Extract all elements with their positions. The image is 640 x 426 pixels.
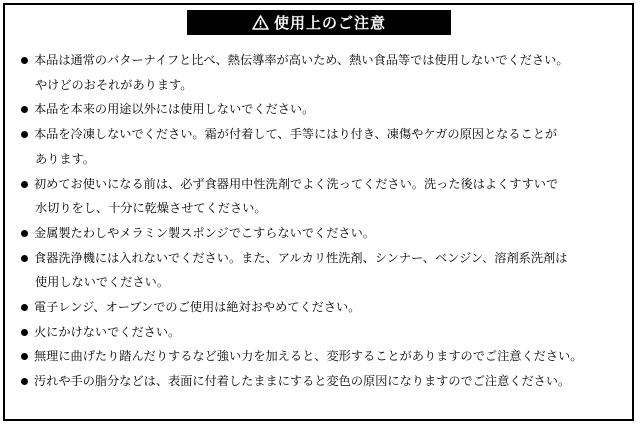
list-item: [20, 295, 624, 320]
caution-list: [20, 48, 624, 394]
list-item: [20, 344, 624, 369]
list-item: [20, 48, 624, 97]
list-item: [20, 320, 624, 345]
item-line: 初めてお使いになる前は、必ず食器用中性洗剤でよく洗ってください。洗った後はよくすすいで: [34, 176, 559, 191]
item-line: 金属製たわしやメラミン製スポンジでこすらないでください。: [34, 225, 375, 240]
item-line: 水切りをし、十分に乾燥させてください。: [35, 201, 267, 216]
item-line: 本品を本来の用途以外には使用しないでください。: [34, 102, 315, 117]
page-title: 使用上のご注意: [273, 14, 386, 32]
item-line: 火にかけないでください。: [34, 324, 181, 339]
item-line: 使用しないでください。: [35, 275, 170, 290]
item-line: 電子レンジ、オーブンでのご使用は絶対おやめてください。: [34, 300, 361, 315]
item-line: 食器洗浄機には入れないでください。また、アルカリ性洗剤、シンナー、ベンジン、溶剤系洗剤は: [34, 250, 568, 265]
list-item: [20, 246, 624, 295]
list-item: [20, 172, 624, 221]
item-line: やけどのおそれがあります。: [35, 77, 193, 92]
list-item: [20, 122, 624, 171]
item-line: 本品を冷凍しないでください。霜が付着して、手等にはり付き、凍傷やケガの原因となることが: [34, 127, 558, 142]
title-banner: [187, 10, 451, 35]
list-item: [20, 97, 624, 122]
item-line: あります。: [35, 151, 95, 166]
item-line: 汚れや手の脂分などは、表面に付着したままにすると変色の原因になりますのでご注意ください。: [34, 374, 571, 389]
warning-triangle-icon: [252, 15, 269, 30]
item-line: 無理に曲げたり踏んだりするなど強い力を加えると、変形することがありますのでご注意ください。: [34, 349, 583, 364]
list-item: [20, 221, 624, 246]
list-item: [20, 369, 624, 394]
item-line: 本品は通常のバターナイフと比べ、熱伝導率が高いため、熱い食品等では使用しないでください。: [34, 53, 569, 67]
